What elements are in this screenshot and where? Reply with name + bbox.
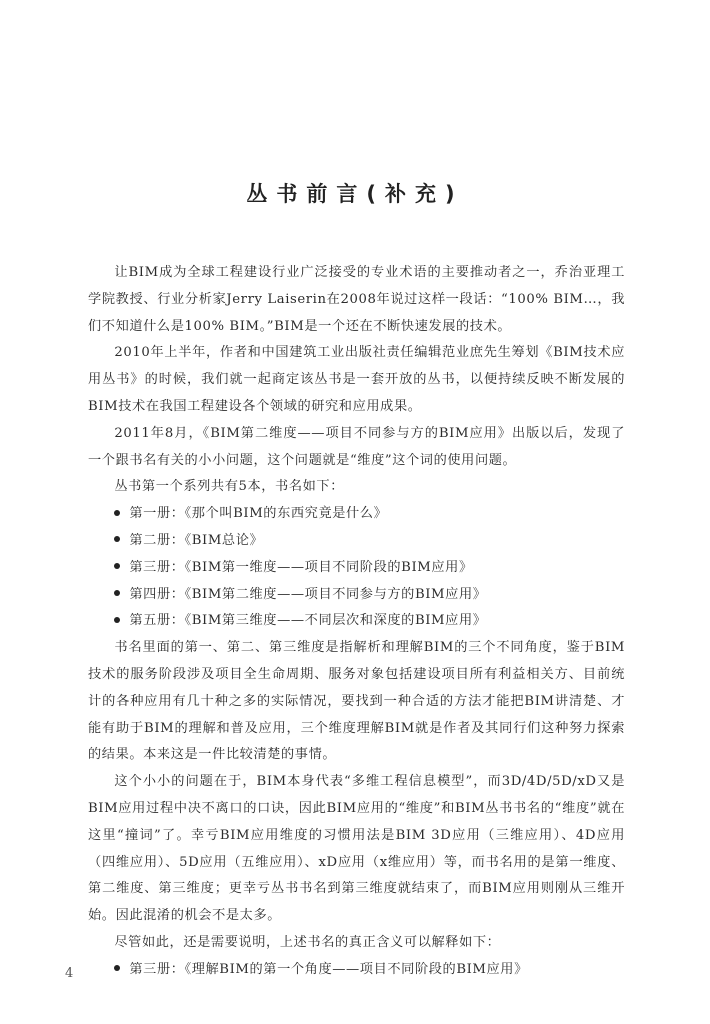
page-number: 4 xyxy=(65,966,74,981)
paragraph: 让BIM成为全球工程建设行业广泛接受的专业术语的主要推动者之一，乔治亚理工学院教授、行业分析家Jerry Laiserin在2008年说过这样一段话：“100% BIM…，我们不知道什么是100% BIM。”BIM是一个还在不断快速发展的技术。 xyxy=(88,265,625,334)
paragraph: 书名里面的第一、第二、第三维度是指解析和理解BIM的三个不同角度，鉴于BIM技术的服务阶段涉及项目全生命周期、服务对象包括建设项目所有利益相关方、目前统计的各种应用有几十种之多的实际情况，要找到一种合适的方法才能把BIM讲清楚、才能有助于BIM的理解和普及应用，三个维度理解BIM就是作者及其同行们这种努力探索的结果。本来这是一件比较清楚的事情。 xyxy=(88,640,625,763)
list-item: 第二册：《BIM总论》 xyxy=(88,528,625,555)
bullet-icon xyxy=(114,536,120,542)
paragraph: 尽管如此，还是需要说明，上述书名的真正含义可以解释如下： xyxy=(114,934,501,950)
bullet-icon xyxy=(114,510,120,516)
bullet-icon xyxy=(114,563,120,569)
paragraph: 这个小小的问题在于，BIM本身代表“多维工程信息模型”，而3D/4D/5D/xD又是BIM应用过程中决不离口的口诀，因此BIM应用的“维度”和BIM丛书书名的“维度”就在这里“撞词”了。幸亏BIM应用维度的习惯用法是BIM 3D应用（三维应用）、4D应用（四维应用）、5D应用（五维应用）、xD应用（x维应用）等，而书名用的是第一维度、第二维度、第三维度；更幸亏丛书书名到第三维度就结束了，而BIM应用则刚从三维开始。因此混淆的机会不是太多。 xyxy=(88,774,625,924)
list-item: 第四册：《BIM第二维度——项目不同参与方的BIM应用》 xyxy=(88,582,625,609)
paragraph: 丛书第一个系列共有5本，书名如下： xyxy=(114,479,344,495)
bullet-icon xyxy=(114,590,120,596)
list-item: 第三册：《BIM第一维度——项目不同阶段的BIM应用》 xyxy=(88,555,625,582)
page-title: 丛书前言(补充) xyxy=(246,182,464,206)
list-item: 第五册：《BIM第三维度——不同层次和深度的BIM应用》 xyxy=(88,608,625,635)
list-item: 第一册：《那个叫BIM的东西究竟是什么》 xyxy=(88,501,625,528)
bullet-icon xyxy=(114,617,120,623)
list-item: 第三册：《理解BIM的第一个角度——项目不同阶段的BIM应用》 xyxy=(88,957,625,984)
body-text xyxy=(88,260,625,984)
paragraph: 2010年上半年，作者和中国建筑工业出版社责任编辑范业庶先生筹划《BIM技术应用丛书》的时候，我们就一起商定该丛书是一套开放的丛书，以便持续反映不断发展的BIM技术在我国工程建设各个领域的研究和应用成果。 xyxy=(88,345,625,414)
paragraph: 2011年8月，《BIM第二维度——项目不同参与方的BIM应用》出版以后，发现了一个跟书名有关的小小问题，这个问题就是“维度”这个词的使用问题。 xyxy=(88,425,625,468)
bullet-icon xyxy=(114,965,120,971)
